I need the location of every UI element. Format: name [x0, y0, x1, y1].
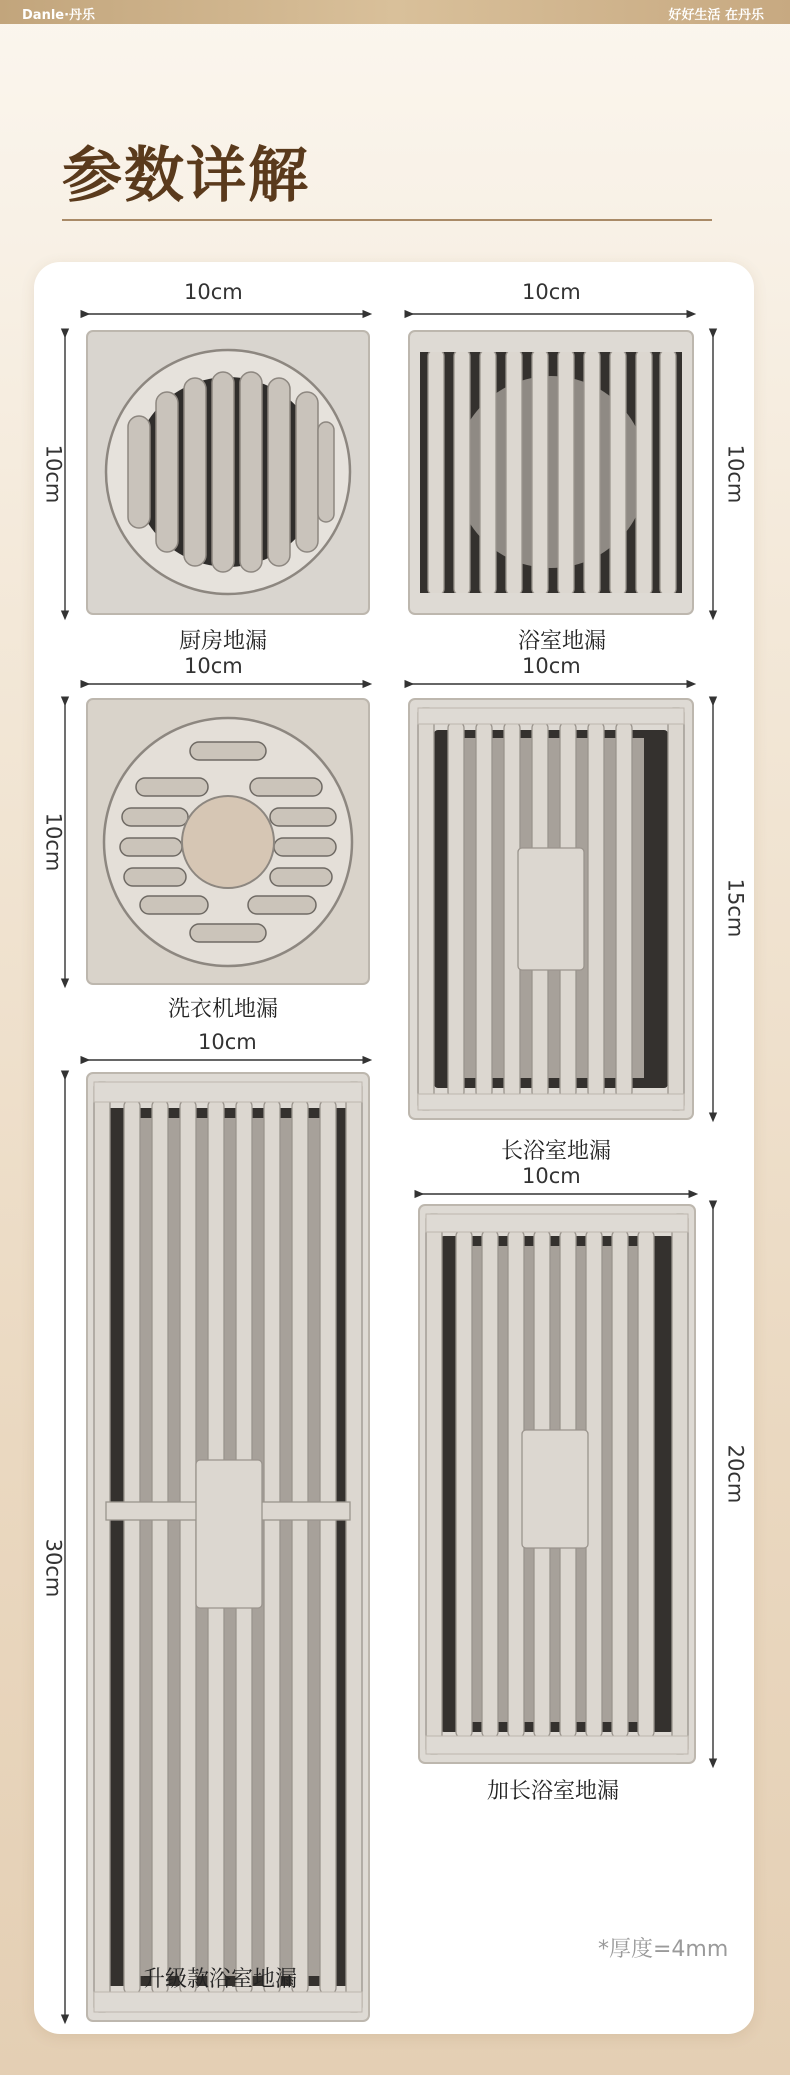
washer-drain-height: 10cm [41, 812, 66, 872]
upgraded-bathroom-drain-name: 升级款浴室地漏 [142, 1967, 298, 1992]
bathroom-drain-name: 浴室地漏 [517, 629, 607, 654]
kitchen-drain-width: 10cm [184, 280, 243, 304]
page-title: 参数详解 [62, 141, 310, 211]
long-bathroom-drain-height: 15cm [723, 878, 748, 938]
extended-bathroom-drain-width: 10cm [522, 1164, 581, 1188]
washer-drain-name: 洗衣机地漏 [167, 997, 279, 1022]
long-bathroom-drain-image [408, 698, 694, 1120]
bathroom-drain-width: 10cm [522, 280, 581, 304]
upgraded-bathroom-drain-width: 10cm [198, 1030, 257, 1054]
thickness-note: *厚度=4mm [598, 1937, 729, 1962]
bathroom-drain-height: 10cm [723, 444, 748, 504]
brand-logo-text: Danle·丹乐 [22, 8, 96, 23]
kitchen-drain-image [86, 330, 370, 615]
long-bathroom-drain-width: 10cm [522, 654, 581, 678]
washer-drain-width: 10cm [184, 654, 243, 678]
extended-bathroom-drain-height: 20cm [723, 1444, 748, 1504]
brand-slogan: 好好生活 在丹乐 [668, 8, 764, 23]
extended-bathroom-drain-image [418, 1204, 696, 1764]
kitchen-drain-name: 厨房地漏 [178, 629, 268, 654]
extended-bathroom-drain-name: 加长浴室地漏 [486, 1779, 620, 1804]
bathroom-drain-image [408, 330, 694, 615]
long-bathroom-drain-name: 长浴室地漏 [500, 1139, 612, 1164]
upgraded-bathroom-drain-height: 30cm [41, 1538, 66, 1598]
kitchen-drain-height: 10cm [41, 444, 66, 504]
upgraded-bathroom-drain-image [86, 1072, 370, 2022]
washer-drain-image [86, 698, 370, 985]
